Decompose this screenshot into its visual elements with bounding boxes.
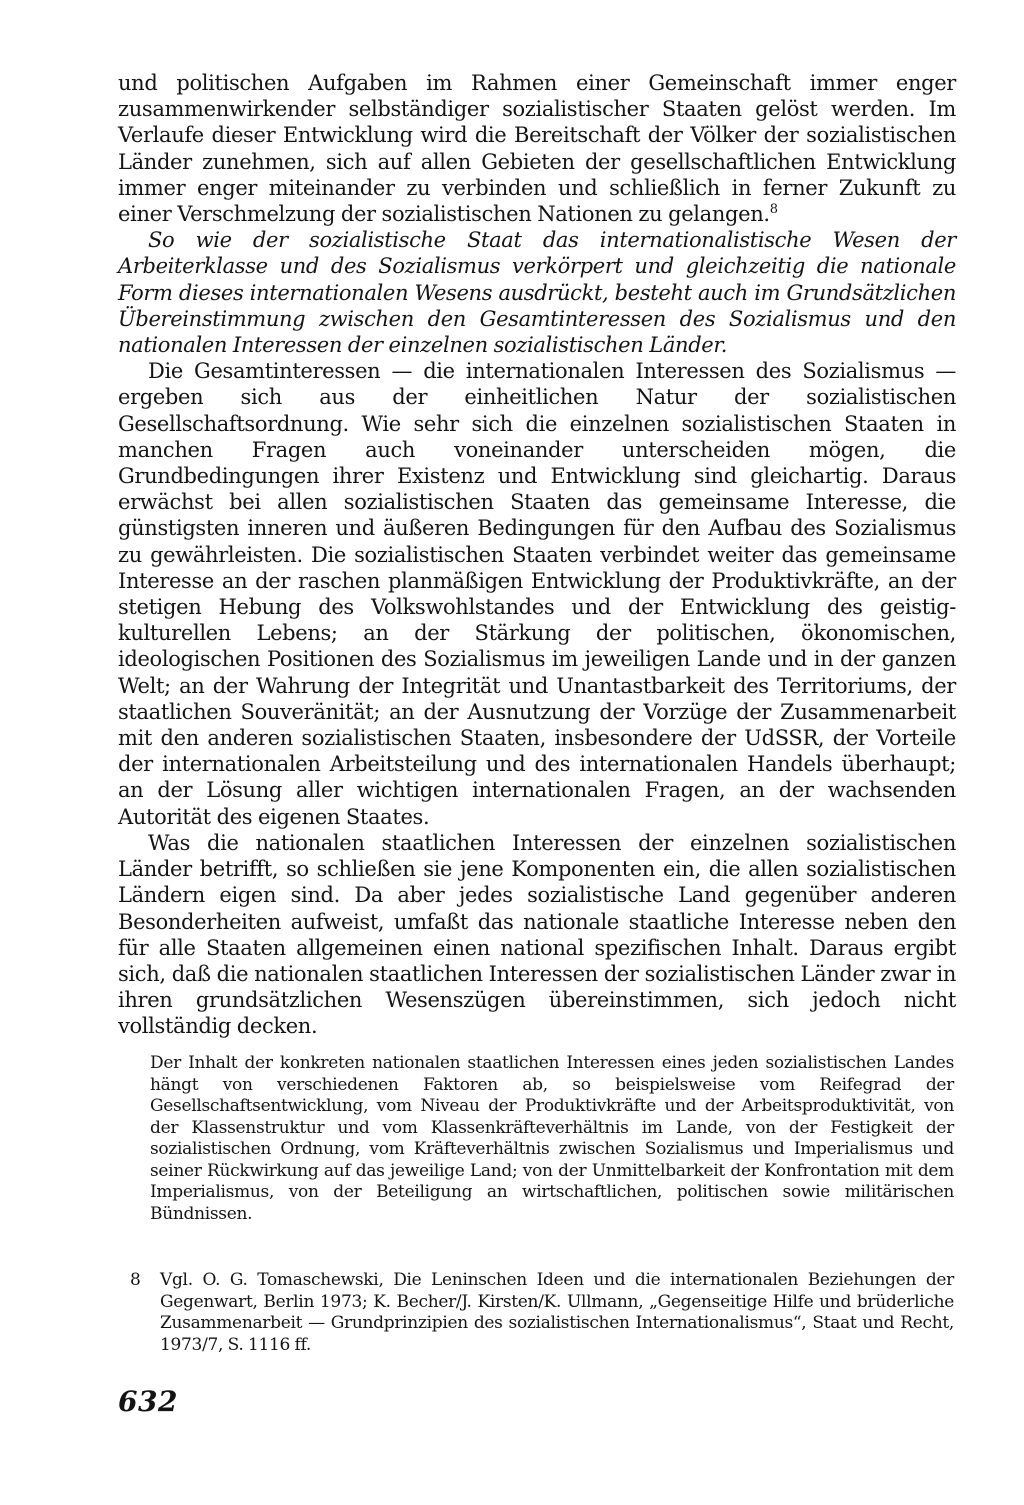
paragraph-4: Was die nationalen staatlichen Interessen der einzelnen sozialistischen Länder betrifft, so schließen sie jene Komponenten ein, die allen sozialistischen Ländern eigen sind. Da aber jedes sozialistische Land gegenüber anderen Besonderheiten aufweist, umfaßt das nationale staatliche Interesse neben den für alle Staaten allgemeinen einen national spezifischen Inhalt. Daraus ergibt sich, daß die nationalen staatlichen Interessen der sozialistischen Länder zwar in ihren grundsätzlichen Wesenszügen übereinstimmen, sich jedoch nicht vollständig decken. (118, 830, 956, 1039)
footnote (130, 1270, 954, 1356)
footnote-reference: 8 (769, 202, 778, 218)
paragraph-1 (118, 70, 956, 227)
small-print-note: Der Inhalt der konkreten nationalen staatlichen Interessen eines jeden sozialistischen Landes hängt von verschiedenen Faktoren ab, so beispielsweise vom Reifegrad der Gesellschaftsentwicklung, vom Niveau der Produktivkräfte und der Arbeitsproduktivität, von der Klassenstruktur und vom Klassenkräfteverhältnis im Lande, von der Festigkeit der sozialistischen Ordnung, vom Kräfteverhältnis zwischen Sozialismus und Imperialismus und seiner Rückwirkung auf das jeweilige Land; von der Unmittelbarkeit der Konfrontation mit dem Imperialismus, von der Beteiligung an wirtschaftlichen, politischen sowie militärischen Bündnissen. (150, 1053, 954, 1224)
paragraph-3: Die Gesamtinteressen — die internationalen Interessen des Sozialismus — ergeben sich aus der einheitlichen Natur der sozialistischen Gesellschaftsordnung. Wie sehr sich die einzelnen sozialistischen Staaten in manchen Fragen auch voneinander unterscheiden mögen, die Grundbedingungen ihrer Existenz und Entwicklung sind gleichartig. Daraus erwächst bei allen sozialistischen Staaten das gemeinsame Interesse, die günstigsten inneren und äußeren Bedingungen für den Aufbau des Sozialismus zu gewährleisten. Die sozialistischen Staaten verbindet weiter das gemeinsame Interesse an der raschen planmäßigen Entwicklung der Produktivkräfte, an der stetigen Hebung des Volkswohlstandes und der Entwicklung des geistig-kulturellen Lebens; an der Stärkung der politischen, ökonomischen, ideologischen Positionen des Sozialismus im jeweiligen Lande und in der ganzen Welt; an der Wahrung der Integrität und Unantastbarkeit des Territoriums, der staatlichen Souveränität; an der Ausnutzung der Vorzüge der Zusammenarbeit mit den anderen sozialistischen Staaten, insbesondere der UdSSR, der Vorteile der internationalen Arbeitsteilung und des internationalen Handels überhaupt; an der Lösung aller wichtigen internationalen Fragen, an der wachsenden Autorität des eigenen Staates. (118, 359, 956, 829)
page-number: 632 (118, 1385, 178, 1418)
paragraph-1-text: und politischen Aufgaben im Rahmen einer Gemeinschaft immer enger zusammenwirkender selbständiger sozialistischer Staaten gelöst werden. Im Verlaufe dieser Entwicklung wird die Bereitschaft der Völker der sozialistischen Länder zunehmen, sich auf allen Gebieten der gesellschaftlichen Entwicklung immer enger miteinander zu verbinden und schließlich in ferner Zukunft zu einer Verschmelzung der sozialistischen Nationen zu gelangen. (118, 71, 956, 227)
page-body (118, 70, 956, 1040)
main-text (118, 70, 956, 1040)
paragraph-2-italic: So wie der sozialistische Staat das internationalistische Wesen der Arbeiterklasse und des Sozialismus verkörpert und gleichzeitig die nationale Form dieses internationalen Wesens ausdrückt, besteht auch im Grundsätzlichen Übereinstimmung zwischen den Gesamtinteressen des Sozialismus und den nationalen Interessen der einzelnen sozialistischen Länder. (118, 228, 956, 358)
footnote-text: Vgl. O. G. Tomaschewski, Die Leninschen Ideen und die internationalen Beziehungen der Gegenwart, Berlin 1973; K. Becher/J. Kirsten/K. Ullmann, „Gegenseitige Hilfe und brüderliche Zusammenarbeit — Grundprinzipien des sozialistischen Internationalismus“, Staat und Recht, 1973/7, S. 1116 ff. (160, 1270, 954, 1355)
footnote-number: 8 (130, 1270, 141, 1290)
